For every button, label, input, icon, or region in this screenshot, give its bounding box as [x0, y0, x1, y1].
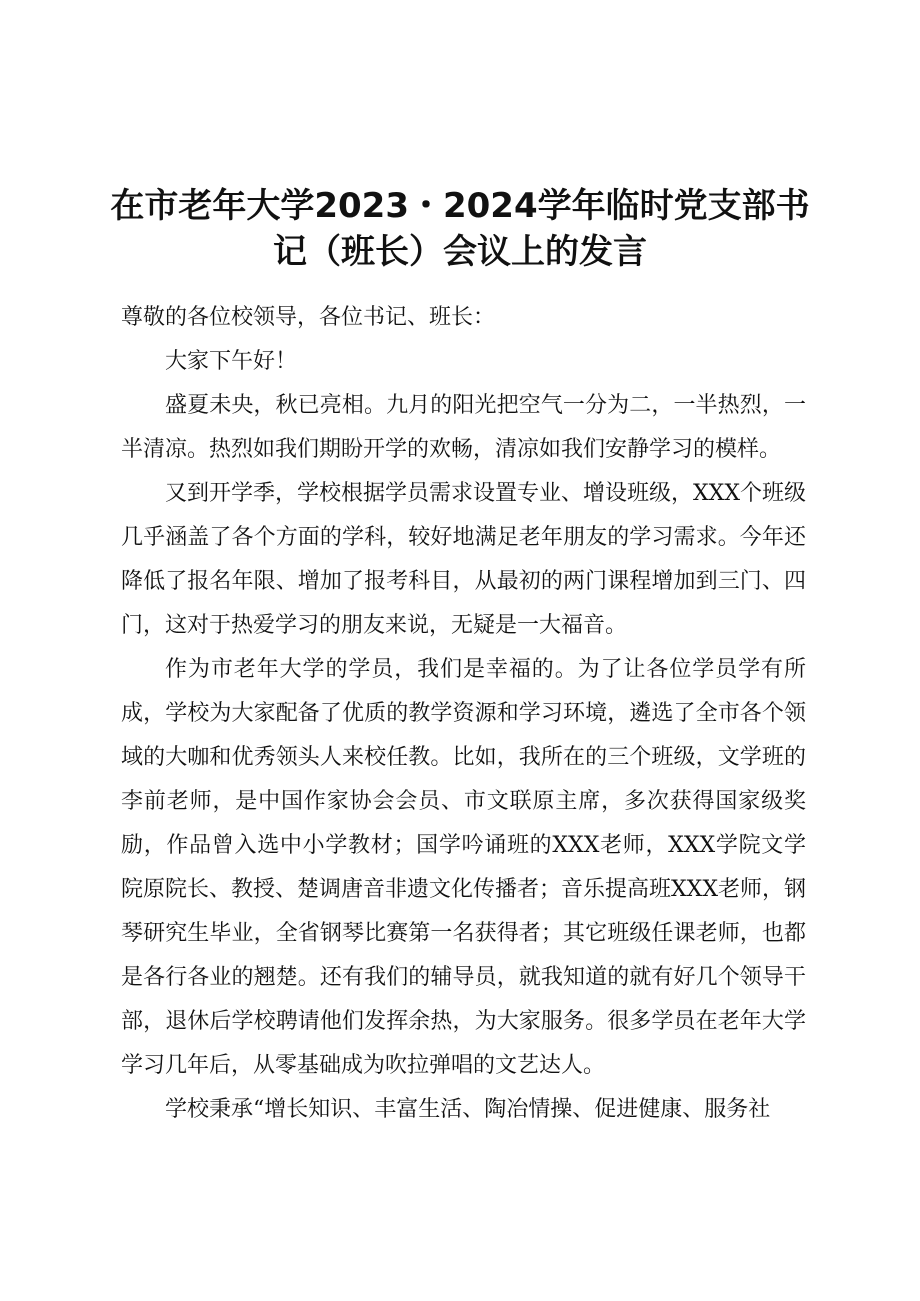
document-title-line-2: 记（班长）会议上的发言: [273, 231, 647, 272]
paragraph-school-motto: 学校秉承“增长知识、丰富生活、陶冶情操、促进健康、服务社: [165, 1097, 771, 1122]
paragraph-school-year: 又到开学季，学校根据学员需求设置专业、增设班级，XXX个班级几乎涵盖了各个方面的学科，较好地满足老年朋友的学习需求。今年还降低了报名年限、增加了报考科目，从最初的两门课程增加到三门、四门，这对于热爱学习的朋友来说，无疑是一大福音。: [121, 481, 806, 638]
document-title: [110, 183, 810, 275]
paragraph-teachers: 作为市老年大学的学员，我们是幸福的。为了让各位学员学有所成，学校为大家配备了优质的教学资源和学习环境，遴选了全市各个领域的大咖和优秀领头人来校任教。比如，我所在的三个班级，文学班的李前老师，是中国作家协会会员、市文联原主席，多次获得国家级奖励，作品曾入选中小学教材；国学吟诵班的XXX老师，XXX学院文学院原院长、教授、楚调唐音非遗文化传播者；音乐提高班XXX老师，钢琴研究生毕业，全省钢琴比赛第一名获得者；其它班级任课老师，也都是各行各业的翘楚。还有我们的辅导员，就我知道的就有好几个领导干部，退休后学校聘请他们发挥余热，为大家服务。很多学员在老年大学学习几年后，从零基础成为吹拉弹唱的文艺达人。: [121, 657, 806, 1078]
salutation: 尊敬的各位校领导，各位书记、班长：: [121, 305, 496, 330]
paragraph-season: 盛夏未央，秋已亮相。九月的阳光把空气一分为二，一半热烈，一半清凉。热烈如我们期盼开学的欢畅，清凉如我们安静学习的模样。: [121, 393, 806, 462]
document-body: [121, 296, 806, 1132]
document-title-line-1: 在市老年大学2023・2024学年临时党支部书: [110, 185, 810, 226]
paragraph-greeting: 大家下午好！: [165, 349, 298, 374]
